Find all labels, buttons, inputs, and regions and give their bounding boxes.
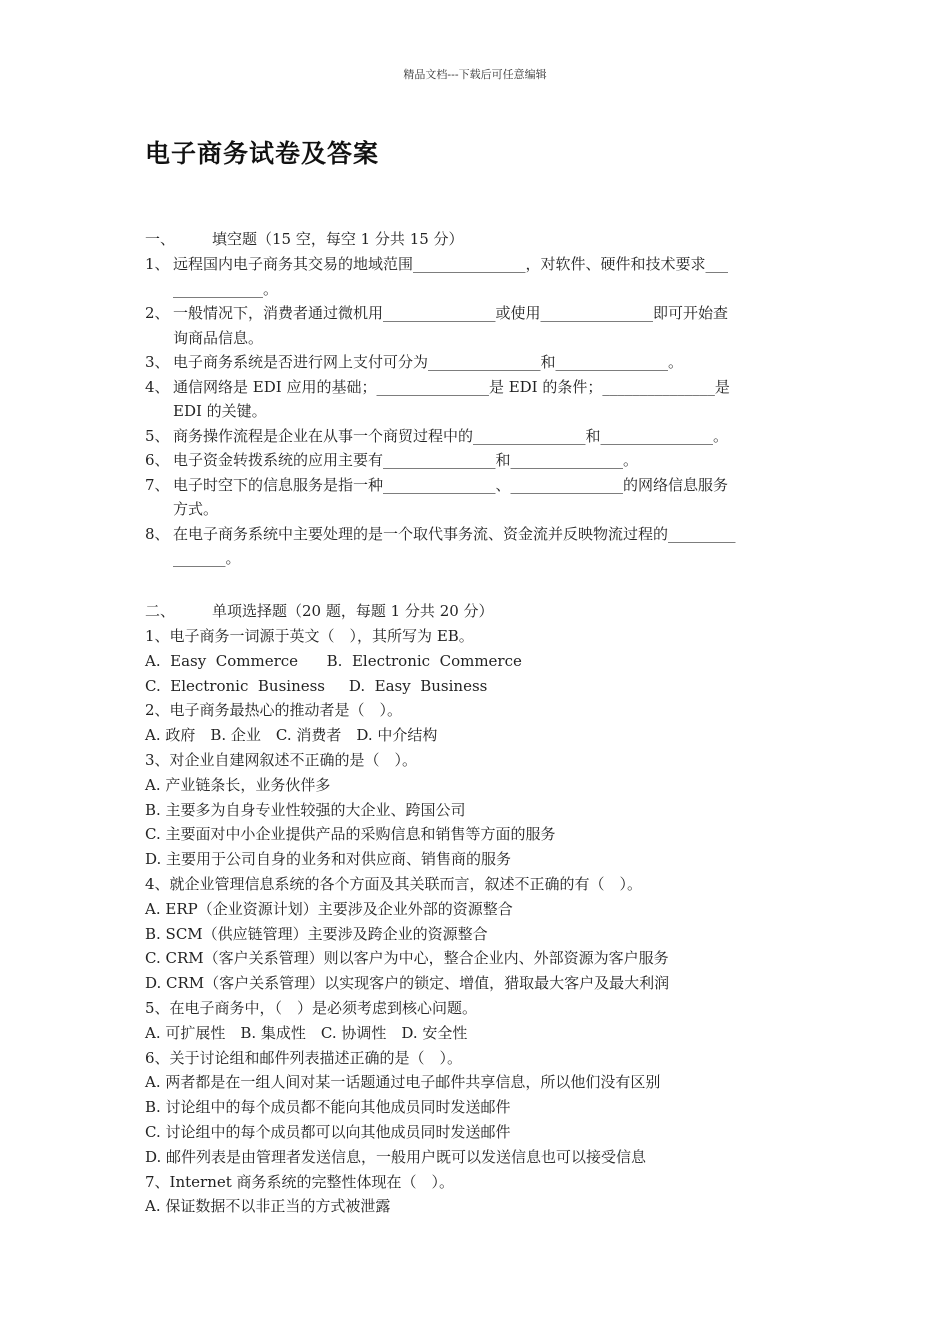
fill-question (145, 522, 807, 571)
option-line: D. 主要用于公司自身的业务和对供应商、销售商的服务 (145, 850, 512, 869)
option-line: A. 产业链条长，业务伙伴多 (145, 775, 331, 794)
fill-question (145, 350, 807, 375)
question-line: 3、对企业自建网叙述不正确的是（ ）。 (145, 750, 418, 769)
question-line: 7、Internet 商务系统的完整性体现在（ ）。 (145, 1172, 455, 1191)
document-title: 电子商务试卷及答案 (145, 139, 380, 168)
section-2-heading (145, 600, 494, 621)
fill-question (145, 301, 807, 350)
question-line: 6、关于讨论组和邮件列表描述正确的是（ ）。 (145, 1048, 463, 1067)
fill-question (145, 375, 807, 424)
section-1-number: 一、 (145, 230, 176, 248)
question-text: 一般情况下，消费者通过微机用_______________或使用_______________即可开始查 (173, 304, 729, 322)
choice-questions (145, 624, 825, 1219)
question-text: ____________。 (173, 279, 279, 298)
option-line: A. 两者都是在一组人间对某一话题通过电子邮件共享信息，所以他们没有区别 (145, 1073, 661, 1092)
question-text: 电子商务系统是否进行网上支付可分为_______________和_______________。 (173, 353, 684, 371)
option-line: D. 邮件列表是由管理者发送信息，一般用户既可以发送信息也可以接受信息 (145, 1147, 647, 1166)
option-line: C. CRM（客户关系管理）则以客户为中心，整合企业内、外部资源为客户服务 (145, 949, 669, 968)
question-text: 商务操作流程是企业在从事一个商贸过程中的_______________和_______________。 (173, 426, 729, 445)
question-index: 6、 (145, 451, 170, 469)
question-text: 在电子商务系统中主要处理的是一个取代事务流、资金流并反映物流过程的_________ (173, 524, 736, 543)
fill-question (145, 424, 807, 449)
fill-question (145, 448, 807, 473)
fill-in-questions (145, 252, 807, 571)
option-line: A. 政府 B. 企业 C. 消费者 D. 中介结构 (145, 726, 438, 745)
fill-question (145, 473, 807, 522)
page-header: 精品文档---下载后可任意编辑 (403, 68, 547, 81)
question-text: 方式。 (173, 500, 219, 518)
question-text: 远程国内电子商务其交易的地域范围_______________，对软件、硬件和技术要求___ (173, 255, 729, 273)
question-line: 2、电子商务最热心的推动者是（ ）。 (145, 701, 403, 720)
question-index: 8、 (145, 524, 170, 543)
option-line: A. ERP（企业资源计划）主要涉及企业外部的资源整合 (145, 899, 513, 918)
question-text: 通信网络是 EDI 应用的基础；_______________是 EDI 的条件；_______________是 (173, 377, 730, 396)
option-line: C. Electronic Business D. Easy Business (145, 676, 488, 695)
option-line: B. SCM（供应链管理）主要涉及跨企业的资源整合 (145, 924, 488, 943)
question-text: 询商品信息。 (173, 328, 264, 347)
option-line: A. Easy Commerce B. Electronic Commerce (145, 651, 522, 670)
question-text: EDI 的关键。 (173, 402, 267, 420)
section-2-title: 单项选择题（20 题，每题 1 分共 20 分） (212, 602, 494, 620)
question-line: 5、在电子商务中，（ ）是必须考虑到核心问题。 (145, 998, 478, 1017)
question-text: 电子时空下的信息服务是指一种_______________、_______________的网络信息服务 (173, 475, 729, 494)
question-index: 1、 (145, 255, 170, 273)
option-line: B. 主要多为自身专业性较强的大企业、跨国公司 (145, 800, 466, 819)
option-line: B. 讨论组中的每个成员都不能向其他成员同时发送邮件 (145, 1098, 511, 1117)
option-line: C. 主要面对中小企业提供产品的采购信息和销售等方面的服务 (145, 825, 556, 844)
section-1-title: 填空题（15 空，每空 1 分共 15 分） (212, 230, 464, 248)
question-index: 4、 (145, 377, 170, 396)
question-index: 2、 (145, 304, 170, 322)
question-line: 4、就企业管理信息系统的各个方面及其关联而言，叙述不正确的有（ ）。 (145, 874, 643, 893)
question-index: 7、 (145, 475, 170, 494)
option-line: A. 保证数据不以非正当的方式被泄露 (145, 1197, 391, 1216)
question-index: 3、 (145, 353, 170, 371)
option-line: D. CRM（客户关系管理）以实现客户的锁定、增值，猎取最大客户及最大利润 (145, 974, 670, 993)
section-1-heading (145, 228, 464, 249)
question-index: 5、 (145, 426, 170, 445)
section-2-number: 二、 (145, 602, 176, 620)
question-line: 1、电子商务一词源于英文（ ），其所写为 EB。 (145, 627, 474, 645)
fill-question (145, 252, 807, 301)
option-line: A. 可扩展性 B. 集成性 C. 协调性 D. 安全性 (145, 1023, 468, 1042)
question-text: 电子资金转拨系统的应用主要有_______________和_______________。 (173, 451, 639, 469)
option-line: C. 讨论组中的每个成员都可以向其他成员同时发送邮件 (145, 1122, 511, 1141)
question-text: _______。 (173, 549, 241, 567)
